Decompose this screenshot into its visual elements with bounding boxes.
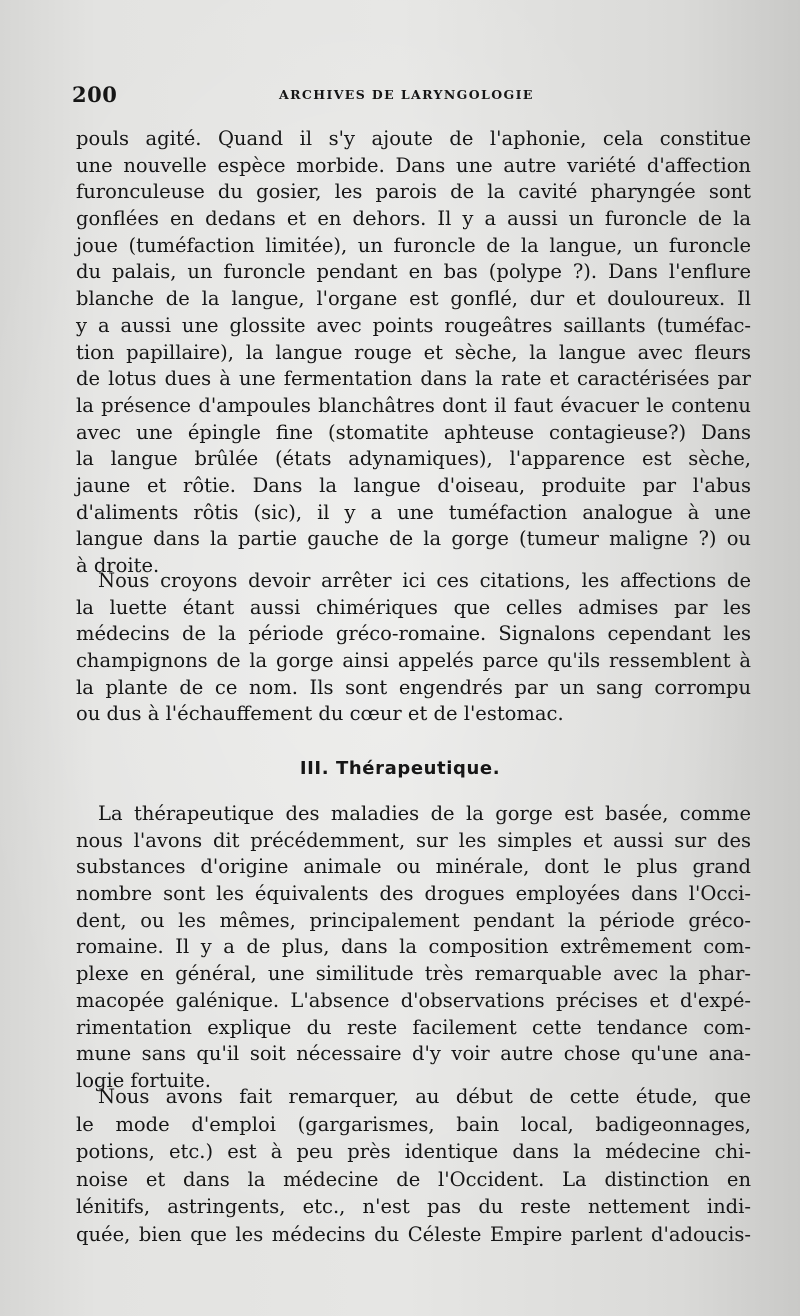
text-line: de lotus dues à une fermentation dans la rate et caractérisées par [76,367,751,391]
text-line: rimentation explique du reste facilement cette tendance com- [76,1015,751,1039]
text-line: champignons de la gorge ainsi appelés parce qu'ils ressemblent à [76,649,751,673]
running-title: ARCHIVES DE LARYNGOLOGIE [279,87,534,102]
text-line: macopée galénique. L'absence d'observations précises et d'expé- [76,988,751,1012]
text-line: mune sans qu'il soit nécessaire d'y voir autre chose qu'une ana- [76,1042,751,1066]
text-line: substances d'origine animale ou minérale, dont le plus grand [76,855,751,879]
text-line: La thérapeutique des maladies de la gorge est basée, comme [98,802,751,825]
text-line: plexe en général, une similitude très remarquable avec la phar- [76,962,751,986]
text-line: gonflées en dedans et en dehors. Il y a aussi un furoncle de la [76,207,751,231]
text-line: le mode d'emploi (gargarismes, bain local, badigeonnages, [76,1112,751,1136]
text-line: potions, etc.) est à peu près identique dans la médecine chi- [76,1140,751,1163]
text-line: lénitifs, astringents, etc., n'est pas du reste nettement indi- [76,1195,751,1218]
text-line: la présence d'ampoules blanchâtres dont il faut évacuer le contenu [76,393,751,417]
text-line: dent, ou les mêmes, principalement pendant la période gréco- [76,908,751,932]
text-line: y a aussi une glossite avec points rougeâtres saillants (tuméfac- [76,313,751,337]
page-number: 200 [72,82,118,107]
text-line: romaine. Il y a de plus, dans la composition extrêmement com- [76,935,751,959]
text-line: jaune et rôtie. Dans la langue d'oiseau, produite par l'abus [76,473,751,497]
text-line: furonculeuse du gosier, les parois de la cavité pharyngée sont [76,180,751,204]
text-line: nous l'avons dit précédemment, sur les simples et aussi sur des [76,828,751,852]
paragraph-3 [76,801,751,1095]
text-line: langue dans la partie gauche de la gorge (tumeur maligne ?) ou [76,527,751,551]
text-line: la plante de ce nom. Ils sont engendrés par un sang corrompu [76,675,751,699]
page-header [72,82,740,112]
text-line: avec une épingle fine (stomatite aphteuse contagieuse?) Dans [76,420,751,444]
text-line: Nous croyons devoir arrêter ici ces citations, les affections de [98,569,751,592]
text-line: médecins de la période gréco-romaine. Signalons cependant les [76,622,751,646]
text-line: blanche de la langue, l'organe est gonflé, dur et douloureux. Il [76,287,751,311]
paragraph-2 [76,568,751,728]
text-line: d'aliments rôtis (sic), il y a une tuméfaction analogue à une [76,500,751,524]
text-line: du palais, un furoncle pendant en bas (polype ?). Dans l'enflure [76,260,751,284]
text-line: tion papillaire), la langue rouge et sèche, la langue avec fleurs [76,340,751,364]
text-line: nombre sont les équivalents des drogues employées dans l'Occi- [76,882,751,906]
section-heading: III. Thérapeutique. [299,758,501,779]
text-line: ou dus à l'échauffement du cœur et de l'estomac. [76,702,564,726]
paragraph-1 [76,126,751,580]
text-line: à droite. [76,554,160,577]
text-line: la luette étant aussi chimériques que celles admises par les [76,595,751,619]
text-line: une nouvelle espèce morbide. Dans une autre variété d'affection [76,153,751,177]
text-line: pouls agité. Quand il s'y ajoute de l'aphonie, cela constitue [76,127,751,150]
text-line: la langue brûlée (états adynamiques), l'apparence est sèche, [76,447,751,471]
text-line: logie fortuite. [76,1068,211,1092]
text-line: Nous avons fait remarquer, au début de cette étude, que [98,1085,751,1108]
paragraph-4 [76,1083,751,1248]
text-line: joue (tuméfaction limitée), un furoncle de la langue, un furoncle [76,233,751,257]
text-line: quée, bien que les médecins du Céleste Empire parlent d'adoucis- [76,1222,751,1246]
text-line: noise et dans la médecine de l'Occident. La distinction en [76,1167,751,1191]
